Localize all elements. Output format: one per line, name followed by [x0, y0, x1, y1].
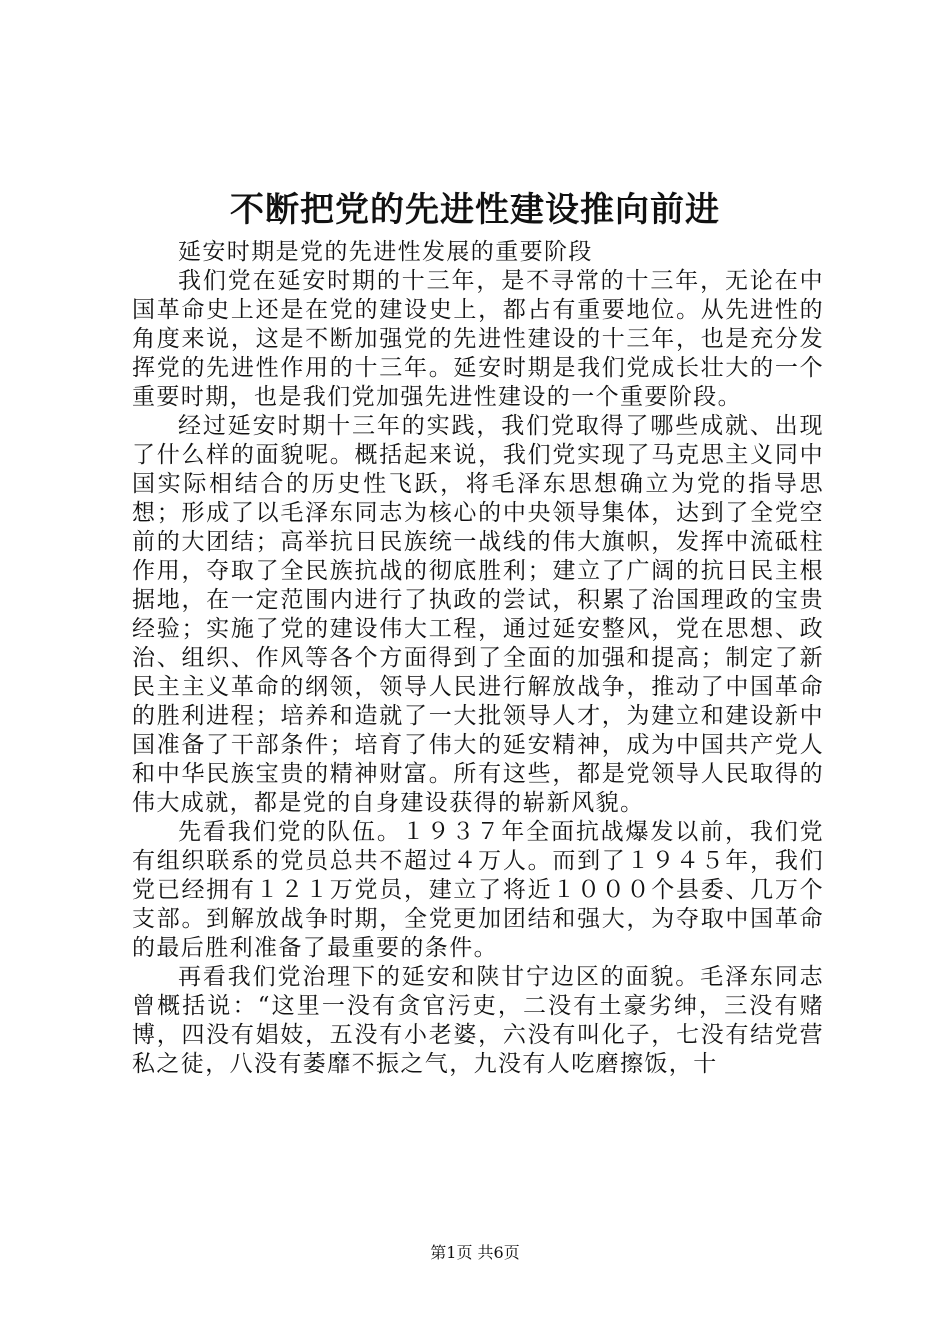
paragraph: 再看我们党治理下的延安和陕甘宁边区的面貌。毛泽东同志曾概括说：“这里一没有贪官污吏，二没有土豪劣绅，三没有赌博，四没有娼妓，五没有小老婆，六没有叫化子，七没有结党营私之徒，八没有萎靡不振之气，九没有人吃磨擦饭，十 [132, 964, 824, 1077]
document-title: 不断把党的先进性建设推向前进 [230, 190, 720, 230]
document-body [132, 238, 824, 1079]
page-footer: 第1页 共6页 [430, 1243, 520, 1262]
paragraph: 经过延安时期十三年的实践，我们党取得了哪些成就、出现了什么样的面貌呢。概括起来说，我们党实现了马克思主义同中国实际相结合的历史性飞跃，将毛泽东思想确立为党的指导思想；形成了以毛泽东同志为核心的中央领导集体，达到了全党空前的大团结；高举抗日民族统一战线的伟大旗帜，发挥中流砥柱作用，夺取了全民族抗战的彻底胜利；建立了广阔的抗日民主根据地，在一定范围内进行了执政的尝试，积累了治国理政的宝贵经验；实施了党的建设伟大工程，通过延安整风，党在思想、政治、组织、作风等各个方面得到了全面的加强和提高；制定了新民主主义革命的纲领，领导人民进行解放战争，推动了中国革命的胜利进程；培养和造就了一大批领导人才，为建立和建设新中国准备了干部条件；培育了伟大的延安精神，成为中国共产党人和中华民族宝贵的精神财富。所有这些，都是党领导人民取得的伟大成就，都是党的自身建设获得的崭新风貌。 [132, 413, 824, 816]
paragraph: 我们党在延安时期的十三年，是不寻常的十三年，无论在中国革命史上还是在党的建设史上，都占有重要地位。从先进性的角度来说，这是不断加强党的先进性建设的十三年，也是充分发挥党的先进性作用的十三年。延安时期是我们党成长壮大的一个重要时期，也是我们党加强先进性建设的一个重要阶段。 [132, 268, 824, 410]
paragraph-subheading: 延安时期是党的先进性发展的重要阶段 [178, 239, 593, 265]
paragraph: 先看我们党的队伍。１９３７年全面抗战爆发以前，我们党有组织联系的党员总共不超过４万人。而到了１９４５年，我们党已经拥有１２１万党员，建立了将近１０００个县委、几万个支部。到解放战争时期，全党更加团结和强大，为夺取中国革命的最后胜利准备了最重要的条件。 [132, 819, 824, 961]
